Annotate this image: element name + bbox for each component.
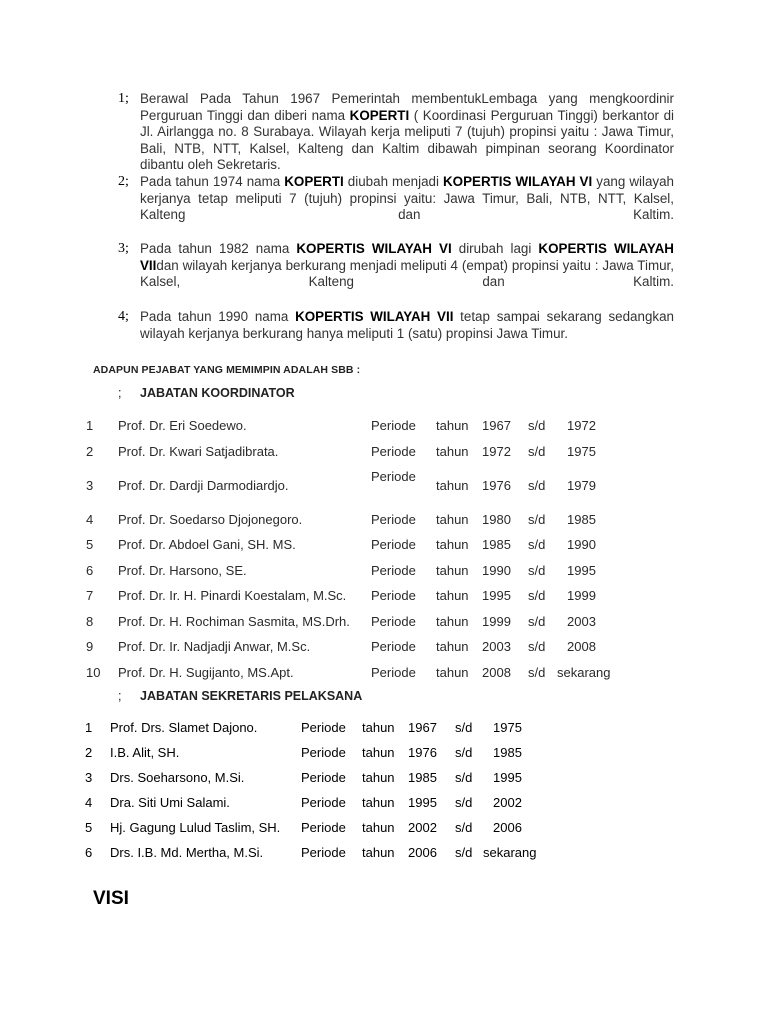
koordinator-no: 2 (86, 444, 94, 459)
sekretaris-row (0, 745, 768, 763)
history-item-2 (118, 174, 674, 224)
sekretaris-row (0, 770, 768, 788)
sekretaris-no: 4 (85, 795, 93, 810)
sekretaris-no: 6 (85, 845, 93, 860)
history-text-run: Pada tahun 1974 nama (140, 174, 285, 189)
sekretaris-tahun: tahun (362, 820, 395, 835)
sekretaris-name: I.B. Alit, SH. (110, 745, 180, 760)
koordinator-to: sekarang (557, 665, 611, 680)
koordinator-to: 1972 (567, 418, 596, 433)
koordinator-name: Prof. Dr. Kwari Satjadibrata. (118, 444, 279, 459)
history-item-text (140, 91, 674, 174)
koordinator-from: 1999 (482, 614, 511, 629)
sekretaris-from: 1995 (408, 795, 437, 810)
koordinator-tahun: tahun (436, 563, 469, 578)
sekretaris-periode: Periode (301, 770, 346, 785)
sekretaris-from: 2002 (408, 820, 437, 835)
koordinator-row (0, 537, 768, 555)
sekretaris-periode: Periode (301, 720, 346, 735)
sekretaris-sd: s/d (455, 845, 473, 860)
koordinator-name: Prof. Dr. Dardji Darmodiardjo. (118, 478, 289, 493)
koordinator-name: Prof. Dr. H. Rochiman Sasmita, MS.Drh. (118, 614, 350, 629)
sekretaris-to: 1985 (493, 745, 522, 760)
koordinator-name: Prof. Dr. Ir. Nadjadji Anwar, M.Sc. (118, 639, 311, 654)
koordinator-row (0, 639, 768, 657)
sekretaris-to: 1995 (493, 770, 522, 785)
history-text-run: diubah menjadi (343, 174, 443, 189)
sekretaris-row (0, 795, 768, 813)
sekretaris-to: 1975 (493, 720, 522, 735)
koordinator-tahun: tahun (436, 665, 469, 680)
sekretaris-no: 2 (85, 745, 93, 760)
koordinator-sd: s/d (528, 444, 546, 459)
koordinator-bullet: ; (118, 386, 122, 400)
sekretaris-sd: s/d (455, 795, 473, 810)
sekretaris-periode: Periode (301, 820, 346, 835)
history-item-number: 3; (118, 241, 129, 256)
sekretaris-bullet: ; (118, 689, 122, 703)
koordinator-sd: s/d (528, 512, 546, 527)
history-item-text (140, 309, 674, 342)
koordinator-name: Prof. Dr. H. Sugijanto, MS.Apt. (118, 665, 294, 680)
koordinator-from: 1995 (482, 588, 511, 603)
history-item-number: 1; (118, 91, 129, 106)
koordinator-tahun: tahun (436, 614, 469, 629)
koordinator-row (0, 563, 768, 581)
koordinator-no: 10 (86, 665, 101, 680)
history-text-run: Pada tahun 1990 nama (140, 309, 296, 324)
koordinator-sd: s/d (528, 639, 546, 654)
sekretaris-name: Hj. Gagung Lulud Taslim, SH. (110, 820, 281, 835)
koordinator-from: 2003 (482, 639, 511, 654)
koordinator-to: 1990 (567, 537, 596, 552)
koordinator-sd: s/d (528, 563, 546, 578)
koordinator-periode: Periode (371, 639, 416, 654)
koordinator-row (0, 665, 768, 683)
sekretaris-name: Dra. Siti Umi Salami. (110, 795, 230, 810)
sekretaris-heading (118, 689, 362, 703)
history-bold-term: KOPERTI (284, 174, 344, 189)
history-bold-term: KOPERTIS WILAYAH VI (443, 174, 593, 189)
koordinator-no: 6 (86, 563, 94, 578)
sekretaris-no: 1 (85, 720, 93, 735)
koordinator-to: 1975 (567, 444, 596, 459)
history-text-run: Pada tahun 1982 nama (140, 241, 297, 256)
sekretaris-from: 1967 (408, 720, 437, 735)
sekretaris-tahun: tahun (362, 745, 395, 760)
koordinator-to: 2003 (567, 614, 596, 629)
koordinator-sd: s/d (528, 665, 546, 680)
history-item-text (140, 241, 674, 291)
sekretaris-title: JABATAN SEKRETARIS PELAKSANA (140, 689, 363, 703)
koordinator-periode: Periode (371, 469, 416, 484)
sekretaris-from: 2006 (408, 845, 437, 860)
koordinator-sd: s/d (528, 418, 546, 433)
koordinator-name: Prof. Dr. Eri Soedewo. (118, 418, 247, 433)
history-item-3 (118, 241, 674, 291)
koordinator-no: 4 (86, 512, 94, 527)
koordinator-periode: Periode (371, 614, 416, 629)
koordinator-tahun: tahun (436, 512, 469, 527)
koordinator-no: 5 (86, 537, 94, 552)
sekretaris-name: Drs. I.B. Md. Mertha, M.Si. (110, 845, 264, 860)
koordinator-heading (118, 386, 295, 400)
koordinator-periode: Periode (371, 563, 416, 578)
history-text-run: dirubah lagi (451, 241, 539, 256)
koordinator-row (0, 512, 768, 530)
sekretaris-tahun: tahun (362, 845, 395, 860)
koordinator-periode: Periode (371, 444, 416, 459)
sekretaris-from: 1976 (408, 745, 437, 760)
koordinator-sd: s/d (528, 478, 546, 493)
koordinator-name: Prof. Dr. Harsono, SE. (118, 563, 247, 578)
koordinator-row (0, 469, 768, 496)
koordinator-tahun: tahun (436, 418, 469, 433)
sekretaris-name: Drs. Soeharsono, M.Si. (110, 770, 245, 785)
koordinator-sd: s/d (528, 614, 546, 629)
history-item-text (140, 174, 674, 224)
koordinator-sd: s/d (528, 588, 546, 603)
sekretaris-to: 2006 (493, 820, 522, 835)
sekretaris-periode: Periode (301, 795, 346, 810)
history-bold-term: KOPERTI (349, 107, 410, 123)
koordinator-no: 9 (86, 639, 94, 654)
koordinator-no: 3 (86, 478, 94, 493)
sekretaris-tahun: tahun (362, 770, 395, 785)
sekretaris-tahun: tahun (362, 720, 395, 735)
koordinator-to: 1979 (567, 478, 596, 493)
sekretaris-sd: s/d (455, 820, 473, 835)
history-item-4 (118, 309, 674, 342)
koordinator-row (0, 614, 768, 632)
sekretaris-periode: Periode (301, 845, 346, 860)
sekretaris-name: Prof. Drs. Slamet Dajono. (110, 720, 258, 735)
koordinator-from: 1972 (482, 444, 511, 459)
koordinator-sd: s/d (528, 537, 546, 552)
koordinator-no: 7 (86, 588, 94, 603)
koordinator-to: 2008 (567, 639, 596, 654)
koordinator-row (0, 444, 768, 462)
koordinator-periode: Periode (371, 537, 416, 552)
koordinator-tahun: tahun (436, 537, 469, 552)
koordinator-periode: Periode (371, 665, 416, 680)
koordinator-tahun: tahun (436, 478, 469, 493)
sekretaris-sd: s/d (455, 770, 473, 785)
koordinator-from: 1976 (482, 478, 511, 493)
sekretaris-from: 1985 (408, 770, 437, 785)
sekretaris-no: 5 (85, 820, 93, 835)
sekretaris-periode: Periode (301, 745, 346, 760)
leaders-heading: ADAPUN PEJABAT YANG MEMIMPIN ADALAH SBB : (93, 364, 361, 376)
history-text-run: yang wilayah kerjanya tetap meliputi 7 (tujuh) propinsi yaitu: Jawa Timur, Bali, NTB, NTT, Kalsel, Kalteng dan Kaltim. (140, 174, 674, 222)
koordinator-from: 2008 (482, 665, 511, 680)
history-text-run: tetap sampai sekarang sedangkan wilayah kerjanya berkurang hanya meliputi 1 (satu) propinsi Jawa Timur. (140, 309, 674, 341)
koordinator-from: 1985 (482, 537, 511, 552)
koordinator-to: 1985 (567, 512, 596, 527)
koordinator-from: 1990 (482, 563, 511, 578)
koordinator-name: Prof. Dr. Abdoel Gani, SH. MS. (118, 537, 296, 552)
sekretaris-tahun: tahun (362, 795, 395, 810)
history-item-number: 2; (118, 174, 129, 189)
koordinator-no: 1 (86, 418, 94, 433)
koordinator-row (0, 588, 768, 606)
koordinator-row (0, 418, 768, 436)
koordinator-from: 1980 (482, 512, 511, 527)
koordinator-to: 1995 (567, 563, 596, 578)
koordinator-tahun: tahun (436, 444, 469, 459)
sekretaris-sd: s/d (455, 745, 473, 760)
history-text-run: dan wilayah kerjanya berkurang menjadi meliputi 4 (empat) propinsi yaitu : Jawa Timur, Kalsel, Kalteng dan Kaltim. (140, 257, 674, 289)
sekretaris-to: 2002 (493, 795, 522, 810)
sekretaris-no: 3 (85, 770, 93, 785)
sekretaris-row (0, 845, 768, 863)
history-text-run: ( Koordinasi Perguruan Tinggi) berkantor di Jl. Airlangga no. 8 Surabaya. Wilayah kerja meliputi 7 (tujuh) propinsi yaitu : Jawa Timur, Bali, NTB, NTT, Kalsel, Kalteng dan Kaltim dibawah pimpinan seorang Koordinator dibantu oleh Sekretaris. (140, 107, 674, 172)
visi-heading: VISI (93, 888, 129, 909)
koordinator-name: Prof. Dr. Ir. H. Pinardi Koestalam, M.Sc. (118, 588, 347, 603)
history-item-1 (118, 91, 674, 174)
history-bold-term: KOPERTIS WILAYAH VII (295, 309, 454, 324)
koordinator-from: 1967 (482, 418, 511, 433)
history-bold-term: KOPERTIS WILAYAH VII (140, 241, 674, 273)
koordinator-periode: Periode (371, 512, 416, 527)
koordinator-periode: Periode (371, 418, 416, 433)
sekretaris-sd: s/d (455, 720, 473, 735)
koordinator-tahun: tahun (436, 588, 469, 603)
sekretaris-to: sekarang (483, 845, 537, 860)
koordinator-name: Prof. Dr. Soedarso Djojonegoro. (118, 512, 303, 527)
koordinator-periode: Periode (371, 588, 416, 603)
koordinator-tahun: tahun (436, 639, 469, 654)
sekretaris-row (0, 820, 768, 838)
koordinator-no: 8 (86, 614, 94, 629)
koordinator-to: 1999 (567, 588, 596, 603)
history-item-number: 4; (118, 309, 129, 324)
sekretaris-row (0, 720, 768, 738)
history-text-run: Berawal Pada Tahun 1967 Pemerintah membentukLembaga yang mengkoordinir Perguruan Tinggi dan diberi nama (140, 91, 674, 123)
koordinator-title: JABATAN KOORDINATOR (140, 386, 295, 400)
history-bold-term: KOPERTIS WILAYAH VI (296, 241, 452, 256)
